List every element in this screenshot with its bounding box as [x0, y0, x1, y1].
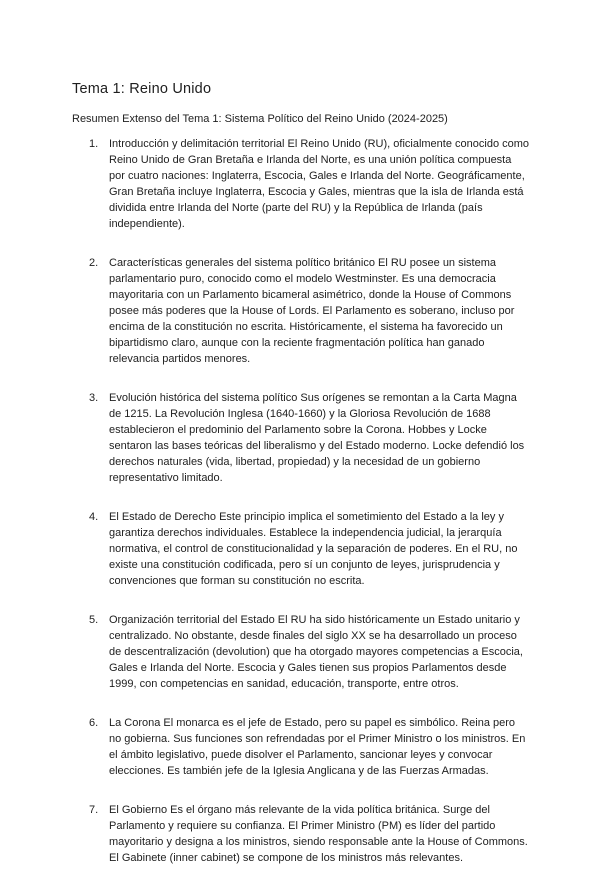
list-item-text: Introducción y delimitación territorial El Reino Unido (RU), oficialmente conocido como Reino Unido de Gran Bretaña e Irlanda del Norte, es una unión política compuesta por cuatro naciones: Inglaterra, Escocia, Gales e Irlanda del Norte. Geográficamente, Gran Bretaña incluye Inglaterra, Escocia y Gales, mientras que la isla de Irlanda está dividida entre Irlanda del Norte (parte del RU) y la República de Irlanda (país independiente).	[109, 138, 530, 230]
list-item-number: 3.	[89, 392, 99, 404]
list-item-text: Características generales del sistema político británico El RU posee un sistema parlamentario puro, conocido como el modelo Westminster. Es una democracia mayoritaria con un Parlamento bicameral asimétrico, donde la House of Commons posee más poderes que la House of Lords. El Parlamento es soberano, incluso por encima de la constitución no escrita. Históricamente, el sistema ha favorecido un bipartidismo claro, aunque con la reciente fragmentación política han ganado relevancia partidos menores.	[109, 257, 515, 365]
list-item-number: 2.	[89, 257, 99, 269]
list-item-number: 1.	[89, 138, 99, 150]
document-title: Tema 1: Reino Unido	[72, 81, 212, 97]
summary-list	[72, 136, 530, 889]
list-item-number: 5.	[89, 614, 99, 626]
list-item-text: La Corona El monarca es el jefe de Estado, pero su papel es simbólico. Reina pero no gobierna. Sus funciones son refrendadas por el Primer Ministro o los ministros. En el ámbito legislativo, puede disolver el Parlamento, sancionar leyes y convocar elecciones. Es también jefe de la Iglesia Anglicana y de las Fuerzas Armadas.	[109, 717, 526, 777]
list-item-number: 4.	[89, 511, 99, 523]
list-item	[72, 390, 530, 486]
list-item	[72, 255, 530, 367]
list-item-number: 6.	[89, 717, 99, 729]
list-item	[72, 802, 530, 866]
list-item	[72, 509, 530, 589]
list-item-text: Evolución histórica del sistema político Sus orígenes se remontan a la Carta Magna de 1215. La Revolución Inglesa (1640-1660) y la Gloriosa Revolución de 1688 establecieron el predominio del Parlamento sobre la Corona. Hobbes y Locke sentaron las bases teóricas del liberalismo y del Estado moderno. Locke defendió los derechos naturales (vida, libertad, propiedad) y la necesidad de un gobierno representativo limitado.	[109, 392, 525, 484]
list-item-number: 7.	[89, 804, 99, 816]
list-item-text: El Estado de Derecho Este principio implica el sometimiento del Estado a la ley y garantiza derechos individuales. Establece la independencia judicial, la jerarquía normativa, el control de constitucionalidad y la separación de poderes. En el RU, no existe una constitución codificada, pero sí un conjunto de leyes, jurisprudencia y convenciones que forman su constitución no escrita.	[109, 511, 518, 587]
list-item	[72, 715, 530, 779]
list-item-text: El Gobierno Es el órgano más relevante de la vida política británica. Surge del Parlamento y requiere su confianza. El Primer Ministro (PM) es líder del partido mayoritario y designa a los ministros, siendo responsable ante la House of Commons. El Gabinete (inner cabinet) se compone de los ministros más relevantes.	[109, 804, 528, 864]
list-item	[72, 612, 530, 692]
list-item	[72, 136, 530, 232]
list-item-text: Organización territorial del Estado El RU ha sido históricamente un Estado unitario y centralizado. No obstante, desde finales del siglo XX se ha desarrollado un proceso de descentralización (devolution) que ha otorgado mayores competencias a Escocia, Gales e Irlanda del Norte. Escocia y Gales tienen sus propios Parlamentos desde 1999, con competencias en sanidad, educación, transporte, entre otros.	[109, 614, 523, 690]
document-subtitle: Resumen Extenso del Tema 1: Sistema Político del Reino Unido (2024-2025)	[72, 113, 448, 125]
